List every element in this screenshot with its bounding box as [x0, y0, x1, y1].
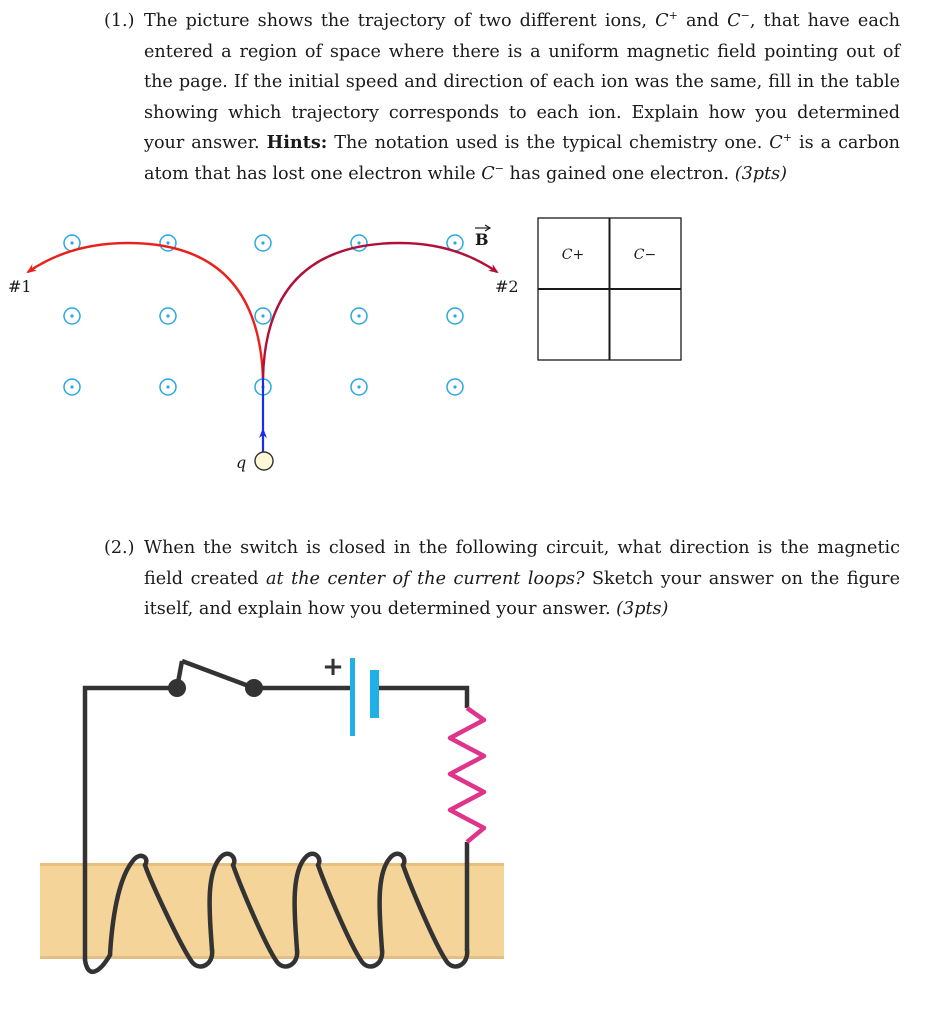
battery-positive-plate — [350, 658, 355, 736]
switch-contact-left — [168, 679, 186, 697]
problem-1-line-a: The picture shows the trajectory of two different ions, — [144, 11, 647, 31]
table-header-c-plus: C+ — [561, 247, 585, 263]
switch-contact-right — [245, 679, 263, 697]
and-word: and — [685, 11, 720, 31]
problem-1-line-b: , that have each entered a region of space where there is a uniform magnetic field pointing out of the page. If the initial speed and direction of each ion was the same, fill in the table showing which trajectory corresponds to each ion. Explain how you determined your answer. — [144, 11, 901, 153]
problem-2-text-b: Sketch your answer on the figure itself, and explain how you determined your answer. — [144, 568, 900, 619]
hints-text-a: The notation used is the typical chemistry one. — [334, 133, 763, 153]
resistor — [450, 708, 484, 842]
hint-ion-positive: C+ — [769, 131, 792, 153]
hint-ion-negative: C− — [481, 161, 504, 184]
hints-text-b: is a carbon atom that has lost one electron while — [144, 133, 901, 184]
problem-2-emphasis: at the center of the current loops? — [266, 568, 585, 589]
battery-negative-plate — [370, 670, 379, 718]
ion-negative-symbol: C− — [727, 9, 750, 31]
problem-1-number: (1.) — [104, 11, 135, 31]
problem-1-points: (3pts) — [734, 163, 788, 184]
ion-positive-symbol: C+ — [655, 9, 678, 31]
hints-label: Hints: — [266, 132, 328, 153]
core-top-edge — [40, 863, 504, 866]
field-label: B — [475, 230, 489, 249]
trajectory-2-label: #2 — [495, 277, 519, 296]
problem-2-points: (3pts) — [616, 599, 669, 619]
trajectory-1-label: #1 — [8, 277, 32, 296]
switch-lever[interactable] — [182, 661, 254, 688]
problem-2-number: (2.) — [104, 538, 135, 558]
charge-label: q — [236, 453, 247, 472]
battery-plus-label: + — [322, 652, 344, 682]
table-header-c-minus: C− — [633, 247, 657, 263]
wire-battery-resistor — [374, 688, 467, 708]
hints-text-c: has gained one electron. — [509, 163, 730, 184]
problem-2-text-a: When the switch is closed in the following circuit, what direction is the magnetic field created — [144, 538, 900, 589]
